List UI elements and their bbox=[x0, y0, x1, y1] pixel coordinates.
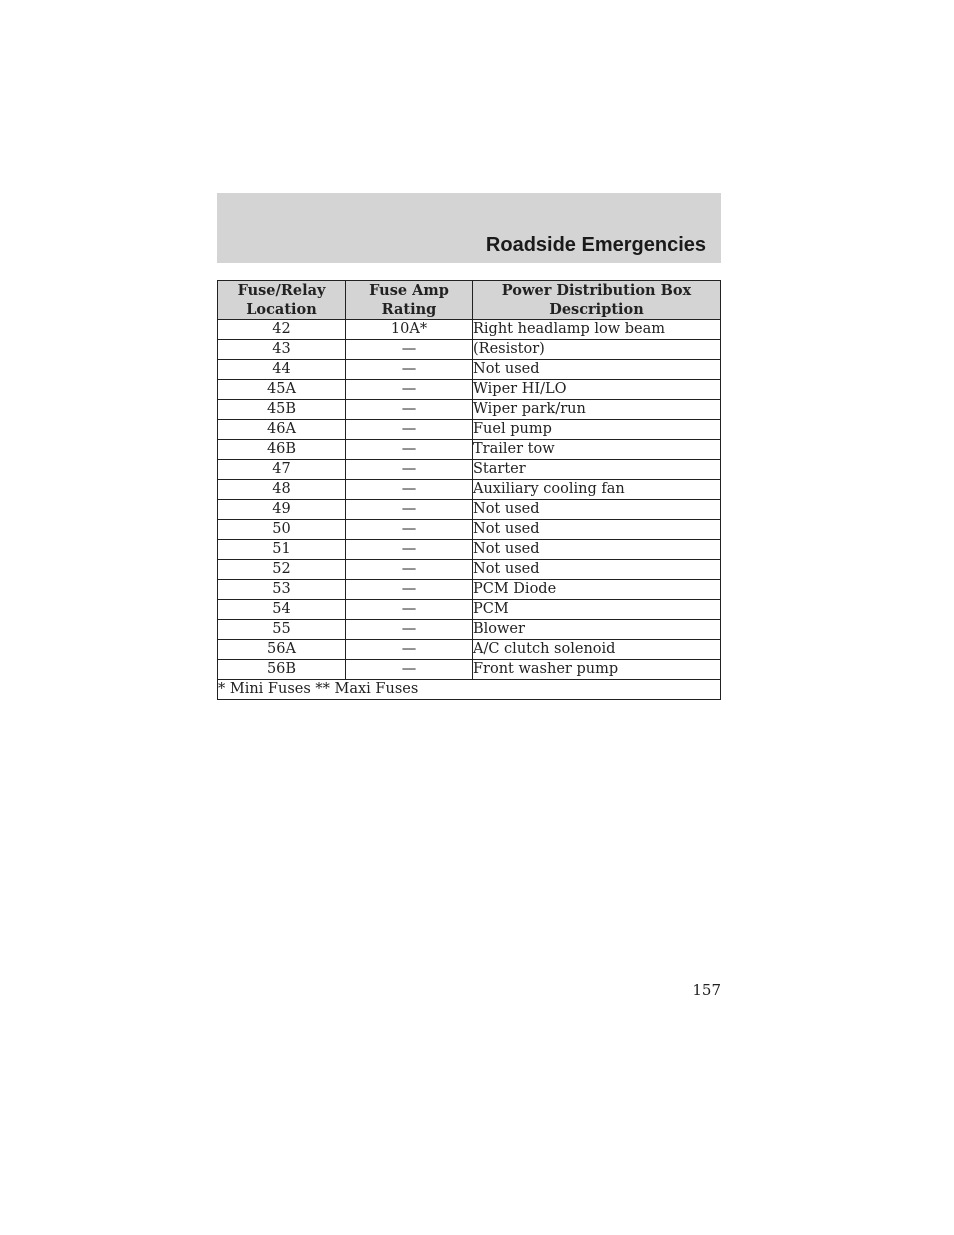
cell-amp-rating: — bbox=[346, 640, 473, 660]
cell-amp-rating: — bbox=[346, 660, 473, 680]
cell-description: Not used bbox=[473, 360, 721, 380]
table-row bbox=[218, 540, 721, 560]
cell-description: PCM bbox=[473, 600, 721, 620]
cell-location: 46B bbox=[218, 440, 346, 460]
table-row bbox=[218, 600, 721, 620]
cell-location: 55 bbox=[218, 620, 346, 640]
cell-description: Not used bbox=[473, 520, 721, 540]
cell-description: Wiper HI/LO bbox=[473, 380, 721, 400]
cell-location: 54 bbox=[218, 600, 346, 620]
cell-amp-rating: — bbox=[346, 340, 473, 360]
footnote: * Mini Fuses ** Maxi Fuses bbox=[218, 680, 721, 700]
fuse-table bbox=[217, 280, 721, 700]
cell-description: Fuel pump bbox=[473, 420, 721, 440]
table-row bbox=[218, 660, 721, 680]
table-row bbox=[218, 620, 721, 640]
table-row bbox=[218, 580, 721, 600]
cell-amp-rating: — bbox=[346, 520, 473, 540]
table-row bbox=[218, 500, 721, 520]
table-row bbox=[218, 520, 721, 540]
table-row bbox=[218, 340, 721, 360]
cell-amp-rating: 10A* bbox=[346, 320, 473, 340]
table-row bbox=[218, 480, 721, 500]
table-row bbox=[218, 440, 721, 460]
section-title: Roadside Emergencies bbox=[485, 234, 706, 256]
cell-amp-rating: — bbox=[346, 440, 473, 460]
cell-location: 51 bbox=[218, 540, 346, 560]
cell-description: Not used bbox=[473, 540, 721, 560]
cell-description: Not used bbox=[473, 500, 721, 520]
cell-description: Auxiliary cooling fan bbox=[473, 480, 721, 500]
table-header-row bbox=[218, 281, 721, 320]
cell-amp-rating: — bbox=[346, 500, 473, 520]
cell-amp-rating: — bbox=[346, 580, 473, 600]
cell-location: 52 bbox=[218, 560, 346, 580]
table-row bbox=[218, 320, 721, 340]
header-location: Fuse/Relay Location bbox=[218, 281, 346, 320]
cell-location: 44 bbox=[218, 360, 346, 380]
cell-amp-rating: — bbox=[346, 620, 473, 640]
cell-location: 47 bbox=[218, 460, 346, 480]
cell-location: 45B bbox=[218, 400, 346, 420]
cell-amp-rating: — bbox=[346, 600, 473, 620]
cell-description: A/C clutch solenoid bbox=[473, 640, 721, 660]
cell-description: Front washer pump bbox=[473, 660, 721, 680]
cell-location: 48 bbox=[218, 480, 346, 500]
cell-description: Trailer tow bbox=[473, 440, 721, 460]
cell-description: Right headlamp low beam bbox=[473, 320, 721, 340]
cell-description: Blower bbox=[473, 620, 721, 640]
cell-description: Starter bbox=[473, 460, 721, 480]
header-description: Power Distribution Box Description bbox=[473, 281, 721, 320]
cell-amp-rating: — bbox=[346, 420, 473, 440]
table-row bbox=[218, 400, 721, 420]
cell-location: 45A bbox=[218, 380, 346, 400]
cell-location: 49 bbox=[218, 500, 346, 520]
section-header-band bbox=[217, 193, 721, 263]
cell-amp-rating: — bbox=[346, 400, 473, 420]
cell-amp-rating: — bbox=[346, 480, 473, 500]
header-amp-rating: Fuse Amp Rating bbox=[346, 281, 473, 320]
table-row bbox=[218, 420, 721, 440]
cell-amp-rating: — bbox=[346, 560, 473, 580]
cell-location: 46A bbox=[218, 420, 346, 440]
cell-location: 43 bbox=[218, 340, 346, 360]
cell-amp-rating: — bbox=[346, 360, 473, 380]
table-row bbox=[218, 460, 721, 480]
cell-location: 50 bbox=[218, 520, 346, 540]
cell-description: (Resistor) bbox=[473, 340, 721, 360]
cell-location: 56A bbox=[218, 640, 346, 660]
table-row bbox=[218, 640, 721, 660]
footnote-row bbox=[218, 680, 721, 700]
cell-description: Wiper park/run bbox=[473, 400, 721, 420]
table-row bbox=[218, 360, 721, 380]
cell-description: PCM Diode bbox=[473, 580, 721, 600]
table-row bbox=[218, 560, 721, 580]
cell-location: 53 bbox=[218, 580, 346, 600]
cell-amp-rating: — bbox=[346, 540, 473, 560]
cell-location: 56B bbox=[218, 660, 346, 680]
table-row bbox=[218, 380, 721, 400]
cell-amp-rating: — bbox=[346, 460, 473, 480]
cell-location: 42 bbox=[218, 320, 346, 340]
cell-amp-rating: — bbox=[346, 380, 473, 400]
page-number: 157 bbox=[692, 981, 721, 999]
cell-description: Not used bbox=[473, 560, 721, 580]
